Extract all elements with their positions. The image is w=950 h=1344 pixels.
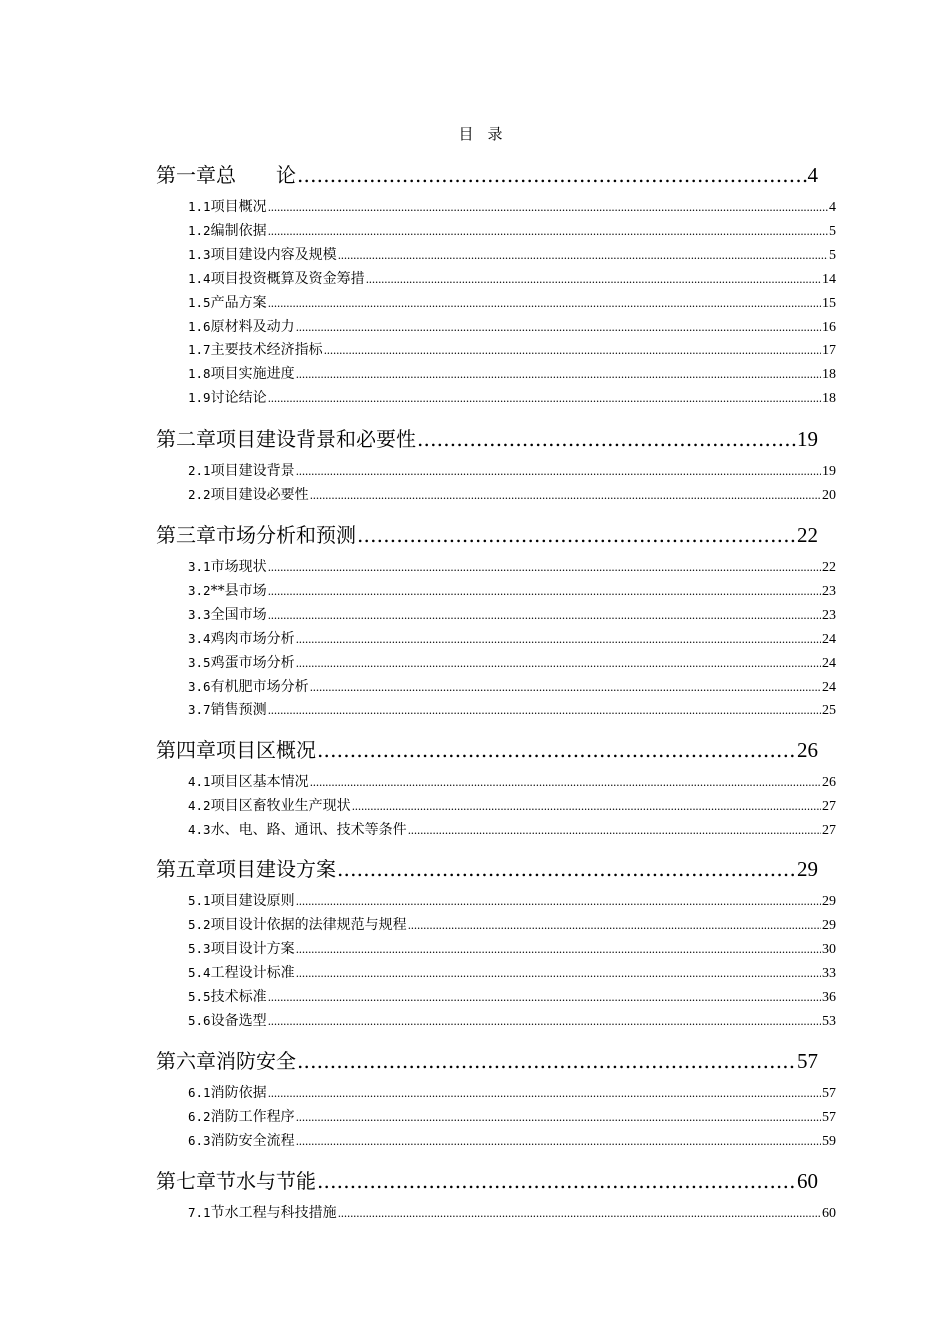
toc-section-entry[interactable] (188, 363, 836, 383)
toc-section-entry[interactable] (188, 962, 836, 982)
dot-leader (268, 392, 821, 405)
toc-section-entry[interactable] (188, 196, 836, 216)
toc-chapter-entry[interactable] (156, 423, 818, 452)
toc-section-entry[interactable] (188, 771, 836, 791)
toc-section-entry[interactable] (188, 604, 836, 624)
toc-section-entry[interactable] (188, 484, 836, 504)
dot-leader (297, 163, 807, 187)
chapter-page-number: 29 (797, 857, 818, 881)
toc-section-entry[interactable] (188, 699, 836, 719)
section-page-number: 18 (822, 391, 836, 407)
toc-section-entry[interactable] (188, 986, 836, 1006)
dot-leader (296, 1135, 821, 1148)
section-page-number: 29 (822, 894, 836, 909)
toc-section-entry[interactable] (188, 938, 836, 958)
section-title: **县市场 (210, 582, 267, 599)
chapter-title: 市场分析和预测 (216, 523, 356, 547)
section-number: 1.8 (188, 366, 211, 382)
section-number: 3.6 (188, 678, 211, 694)
section-title: 鸡肉市场分析 (210, 630, 295, 647)
section-page-number: 36 (822, 989, 836, 1005)
section-page-number: 22 (822, 560, 836, 575)
chapter-page-number: 4 (807, 163, 818, 187)
toc-section-entry[interactable] (188, 1202, 836, 1222)
dot-leader (296, 943, 821, 956)
section-title: 全国市场 (210, 606, 267, 623)
section-page-number: 23 (822, 607, 836, 623)
toc-section-entry[interactable] (188, 819, 836, 839)
section-page-number: 53 (822, 1013, 836, 1029)
section-page-number: 24 (822, 679, 836, 695)
section-number: 5.1 (188, 893, 211, 908)
section-number: 6.3 (188, 1132, 211, 1148)
toc-section-entry[interactable] (188, 914, 836, 934)
section-page-number: 57 (822, 1109, 836, 1125)
toc-title: 目录 (458, 125, 517, 143)
section-page-number: 25 (822, 703, 836, 719)
toc-section-entry[interactable] (188, 556, 836, 576)
dot-leader (317, 1169, 796, 1193)
toc-section-entry[interactable] (188, 339, 836, 359)
section-page-number: 16 (822, 319, 836, 335)
dot-leader (357, 523, 796, 547)
dot-leader (296, 465, 821, 478)
dot-leader (296, 895, 821, 908)
section-title: 市场现状 (210, 559, 267, 575)
dot-leader (268, 609, 821, 622)
dot-leader (310, 489, 821, 502)
toc-section-entry[interactable] (188, 580, 836, 600)
section-number: 3.7 (188, 702, 211, 718)
section-title: 主要技术经济指标 (210, 342, 323, 359)
chapter-page-number: 60 (797, 1169, 818, 1193)
dot-leader (352, 800, 821, 813)
section-number: 1.3 (188, 246, 211, 262)
section-page-number: 19 (822, 464, 836, 479)
dot-leader (297, 1049, 796, 1073)
dot-leader (268, 1015, 821, 1028)
section-number: 1.9 (188, 390, 211, 406)
chapter-page-number: 57 (797, 1049, 818, 1073)
section-title: 项目建设原则 (210, 893, 295, 909)
section-page-number: 24 (822, 631, 836, 647)
section-title: 项目建设背景 (210, 463, 295, 479)
section-page-number: 60 (822, 1206, 836, 1221)
chapter-number: 第一章 (156, 163, 216, 187)
dot-leader (408, 824, 821, 837)
dot-leader (366, 273, 821, 286)
section-number: 1.1 (188, 199, 211, 214)
section-title: 消防工作程序 (210, 1108, 295, 1125)
toc-section-entry[interactable] (188, 460, 836, 480)
section-number: 3.2 (188, 582, 211, 598)
section-title: 项目建设内容及规模 (210, 246, 337, 263)
section-number: 6.2 (188, 1108, 211, 1124)
section-page-number: 27 (822, 822, 836, 838)
section-page-number: 15 (822, 295, 836, 311)
toc-section-entry[interactable] (188, 387, 836, 407)
toc-section-entry[interactable] (188, 676, 836, 696)
section-title: 项目概况 (210, 199, 267, 215)
section-page-number: 29 (822, 917, 836, 933)
toc-section-entry[interactable] (188, 316, 836, 336)
chapter-page-number: 26 (797, 738, 818, 762)
section-number: 2.2 (188, 486, 211, 502)
dot-leader (296, 1111, 821, 1124)
section-title: 节水工程与科技措施 (210, 1205, 337, 1221)
toc-chapter-entry[interactable] (156, 519, 818, 548)
section-page-number: 24 (822, 655, 836, 671)
dot-leader (268, 297, 821, 310)
toc-section-entry[interactable] (188, 1082, 836, 1102)
section-number: 5.5 (188, 988, 211, 1004)
section-number: 5.4 (188, 964, 211, 980)
section-number: 2.1 (188, 463, 211, 478)
chapter-title: 消防安全 (216, 1049, 296, 1073)
chapter-title: 节水与节能 (216, 1169, 316, 1193)
section-number: 3.1 (188, 559, 211, 574)
dot-leader (324, 344, 821, 357)
dot-leader (408, 919, 821, 932)
section-number: 4.1 (188, 774, 211, 789)
section-title: 技术标准 (210, 988, 267, 1005)
section-number: 4.2 (188, 797, 211, 813)
section-title: 项目投资概算及资金筹措 (210, 270, 365, 287)
dot-leader (268, 561, 821, 574)
toc-section-entry[interactable] (188, 1106, 836, 1126)
section-title: 工程设计标准 (210, 964, 295, 981)
section-number: 5.2 (188, 916, 211, 932)
section-page-number: 26 (822, 775, 836, 790)
section-number: 1.2 (188, 222, 211, 238)
section-title: 项目建设必要性 (210, 486, 309, 503)
section-number: 5.3 (188, 940, 211, 956)
section-page-number: 17 (822, 343, 836, 359)
toc-chapter-entry[interactable] (156, 734, 818, 763)
chapter-number: 第六章 (156, 1049, 216, 1073)
dot-leader (310, 681, 821, 694)
section-number: 6.1 (188, 1085, 211, 1100)
section-page-number: 27 (822, 798, 836, 814)
section-page-number: 57 (822, 1086, 836, 1101)
section-page-number: 33 (822, 965, 836, 981)
dot-leader (317, 738, 796, 762)
toc-chapter-entry[interactable] (156, 1045, 818, 1074)
section-number: 4.3 (188, 821, 211, 837)
section-number: 3.5 (188, 654, 211, 670)
toc-chapter-entry[interactable] (156, 853, 818, 882)
section-title: 项目区基本情况 (210, 774, 309, 790)
toc-chapter-entry[interactable] (156, 159, 818, 188)
toc-section-entry[interactable] (188, 628, 836, 648)
dot-leader (296, 633, 821, 646)
section-number: 5.6 (188, 1012, 211, 1028)
chapter-number: 第三章 (156, 523, 216, 547)
section-title: 产品方案 (210, 294, 267, 311)
chapter-title: 总 论 (216, 163, 296, 187)
section-page-number: 18 (822, 367, 836, 383)
dot-leader (296, 967, 821, 980)
dot-leader (268, 704, 821, 717)
section-number: 1.7 (188, 342, 211, 358)
toc-section-entry[interactable] (188, 220, 836, 240)
toc-section-entry[interactable] (188, 1010, 836, 1030)
toc-chapter-entry[interactable] (156, 1165, 818, 1194)
dot-leader (268, 225, 828, 238)
dot-leader (338, 249, 828, 262)
section-title: 项目设计依据的法律规范与规程 (210, 916, 407, 933)
section-title: 销售预测 (210, 702, 267, 719)
section-page-number: 5 (829, 223, 836, 239)
section-page-number: 20 (822, 487, 836, 503)
section-page-number: 59 (822, 1133, 836, 1149)
section-title: 消防安全流程 (210, 1132, 295, 1149)
section-title: 原材料及动力 (210, 318, 295, 335)
section-page-number: 23 (822, 583, 836, 599)
section-title: 讨论结论 (210, 390, 267, 407)
section-number: 3.3 (188, 606, 211, 622)
section-title: 消防依据 (210, 1085, 267, 1101)
chapter-page-number: 19 (797, 427, 818, 451)
section-title: 设备选型 (210, 1012, 267, 1029)
dot-leader (417, 427, 796, 451)
section-title: 有机肥市场分析 (210, 678, 309, 695)
toc-section-entry[interactable] (188, 244, 836, 264)
section-number: 3.4 (188, 630, 211, 646)
section-number: 1.6 (188, 318, 211, 334)
chapter-title: 项目建设方案 (216, 857, 336, 881)
section-title: 项目实施进度 (210, 366, 295, 383)
dot-leader (268, 201, 828, 214)
chapter-page-number: 22 (797, 523, 818, 547)
chapter-title: 项目区概况 (216, 738, 316, 762)
section-number: 7.1 (188, 1205, 211, 1220)
section-page-number: 5 (829, 247, 836, 263)
toc-section-entry[interactable] (188, 1130, 836, 1150)
section-number: 1.5 (188, 294, 211, 310)
toc-section-entry[interactable] (188, 890, 836, 910)
chapter-number: 第二章 (156, 427, 216, 451)
dot-leader (296, 321, 821, 334)
dot-leader (296, 368, 821, 381)
dot-leader (268, 585, 821, 598)
section-page-number: 30 (822, 941, 836, 957)
dot-leader (337, 857, 796, 881)
dot-leader (268, 991, 821, 1004)
chapter-number: 第七章 (156, 1169, 216, 1193)
toc-section-entry[interactable] (188, 268, 836, 288)
toc-section-entry[interactable] (188, 652, 836, 672)
dot-leader (338, 1207, 821, 1220)
section-title: 编制依据 (210, 222, 267, 239)
section-number: 1.4 (188, 270, 211, 286)
section-title: 水、电、路、通讯、技术等条件 (210, 821, 407, 838)
toc-section-entry[interactable] (188, 795, 836, 815)
section-title: 项目设计方案 (210, 940, 295, 957)
chapter-number: 第四章 (156, 738, 216, 762)
section-page-number: 14 (822, 271, 836, 287)
toc-section-entry[interactable] (188, 292, 836, 312)
section-title: 鸡蛋市场分析 (210, 654, 295, 671)
dot-leader (296, 657, 821, 670)
dot-leader (268, 1087, 821, 1100)
dot-leader (310, 776, 821, 789)
section-page-number: 4 (829, 200, 836, 215)
chapter-title: 项目建设背景和必要性 (216, 427, 416, 451)
chapter-number: 第五章 (156, 857, 216, 881)
section-title: 项目区畜牧业生产现状 (210, 797, 351, 814)
